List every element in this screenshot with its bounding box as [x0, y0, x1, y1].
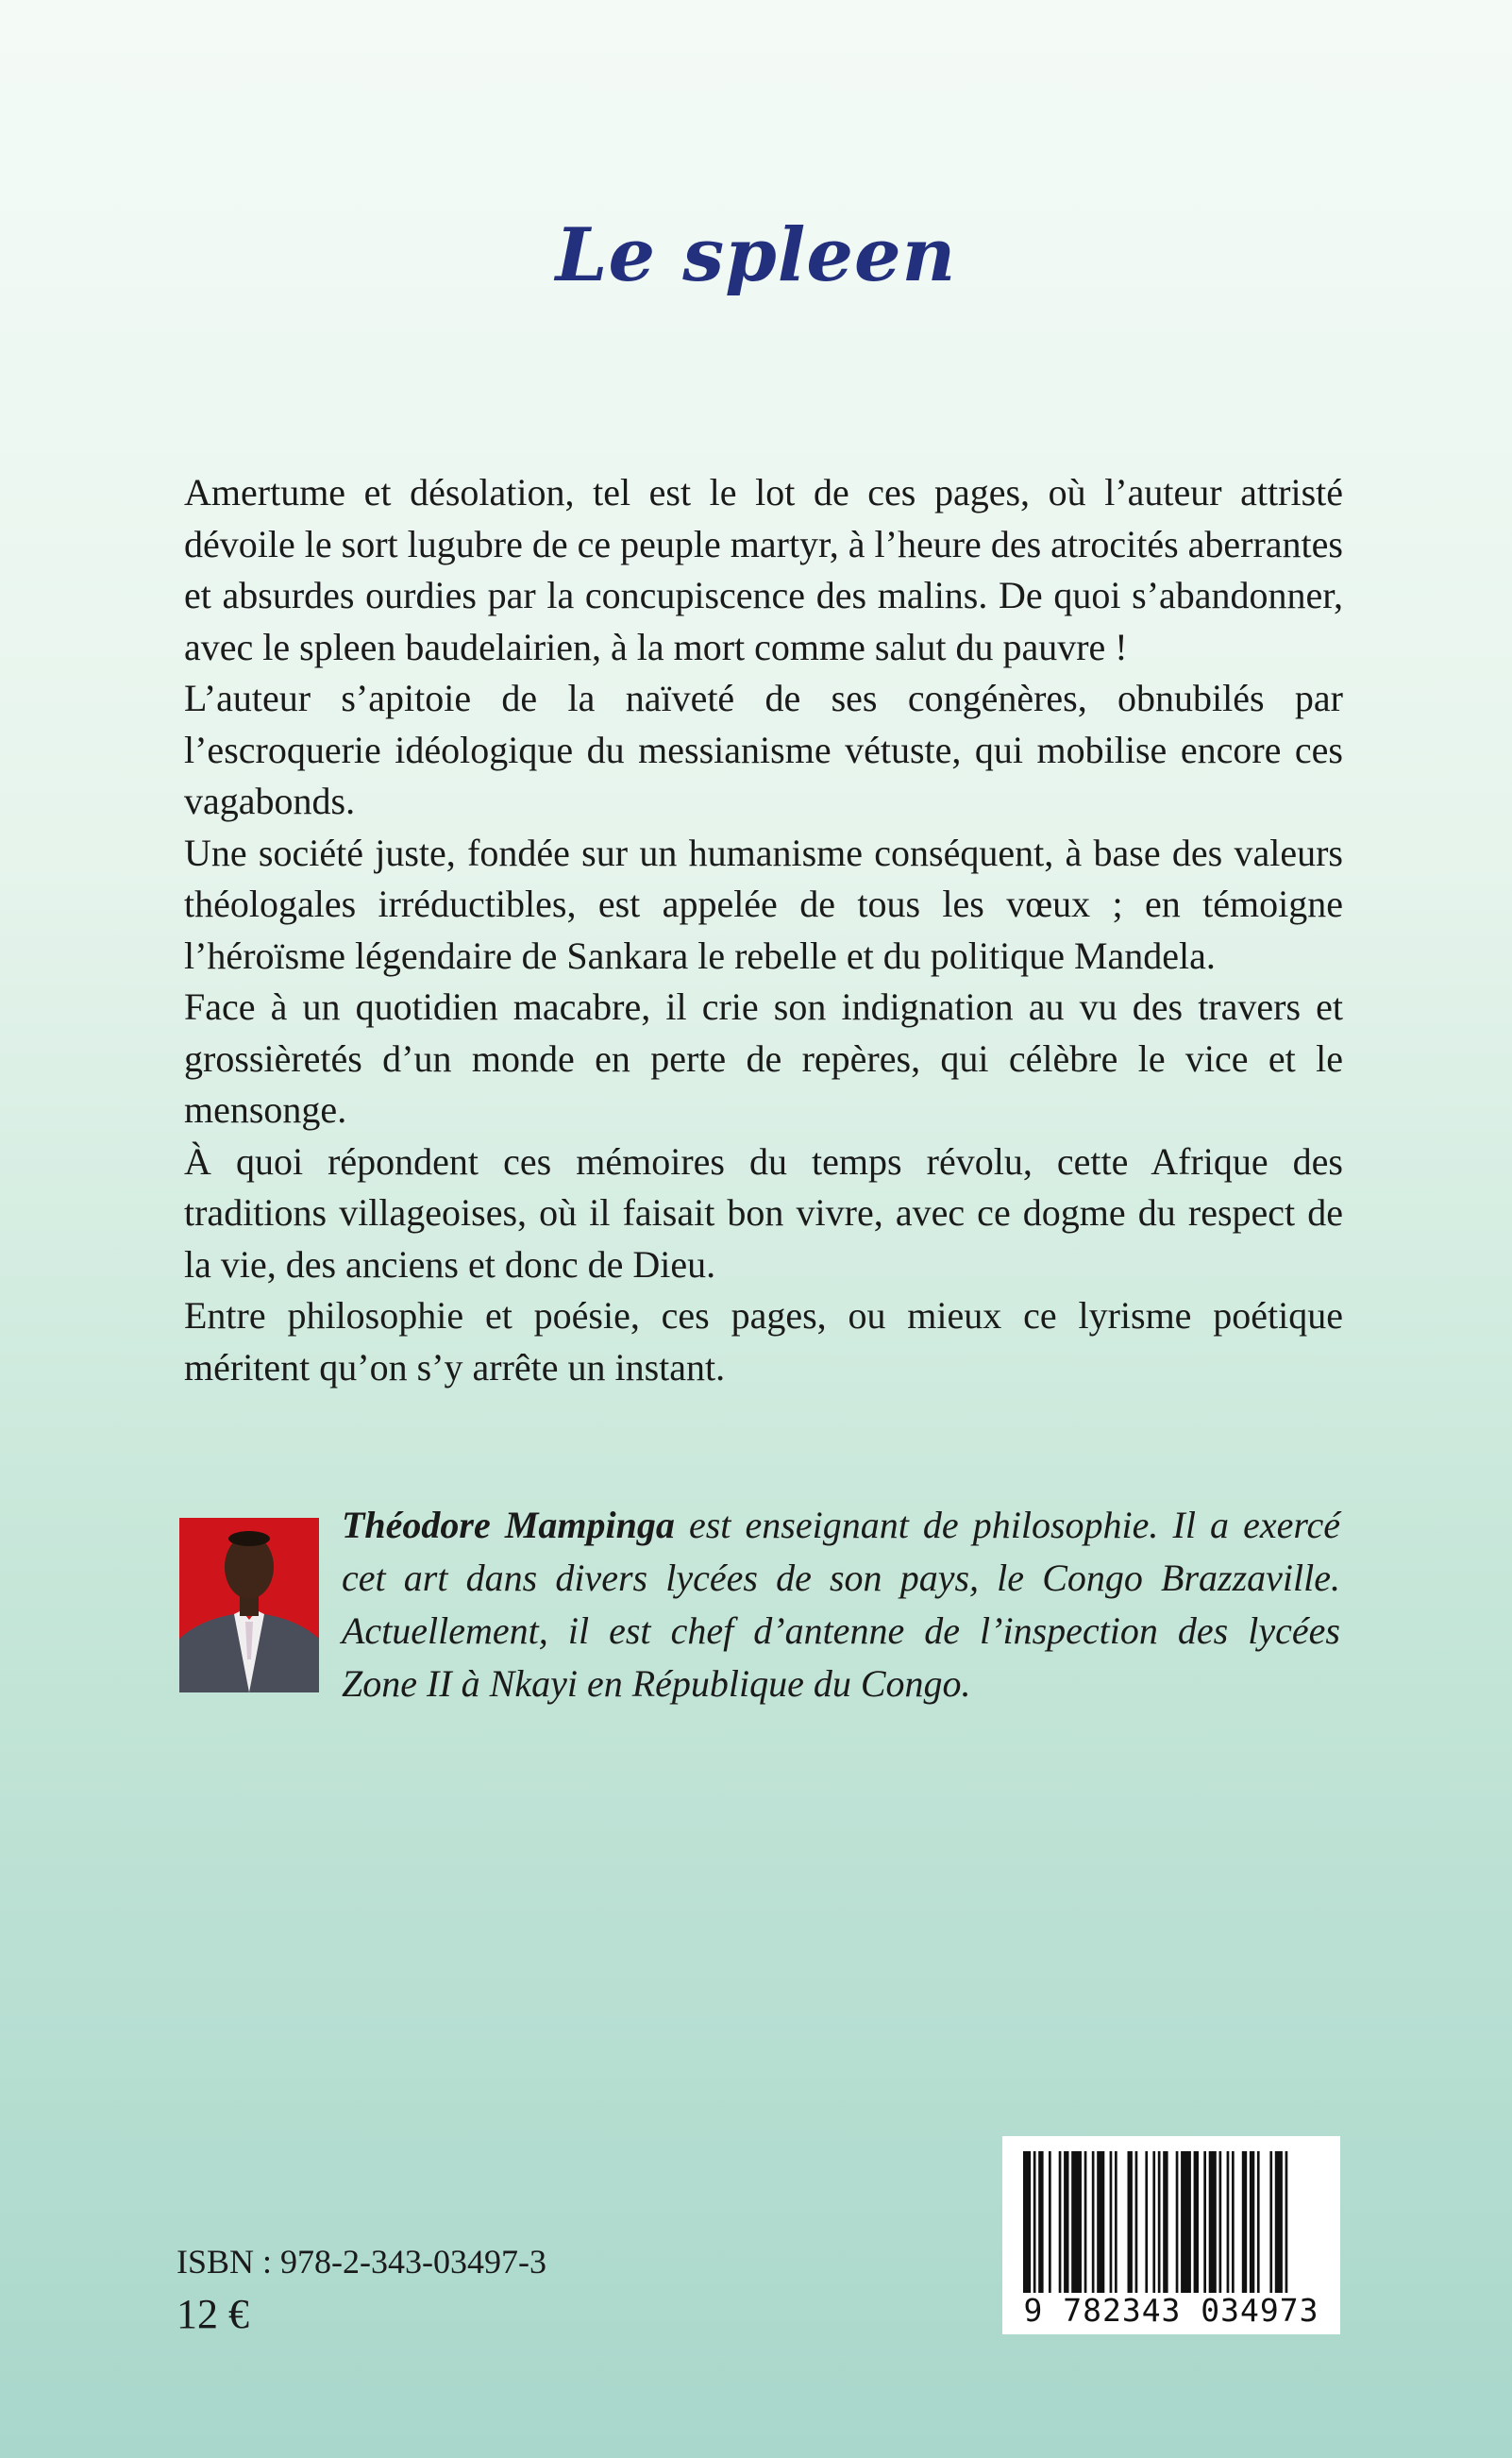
barcode-bar [1275, 2151, 1283, 2293]
barcode-bar [1071, 2151, 1082, 2293]
barcode-bar [1033, 2151, 1036, 2293]
barcode-bar [1227, 2151, 1230, 2293]
barcode-bar [1163, 2151, 1168, 2293]
barcode-bar [1097, 2151, 1104, 2293]
barcode-bar [1158, 2151, 1161, 2293]
isbn: ISBN : 978-2-343-03497-3 [176, 2243, 546, 2281]
barcode-bar [1181, 2151, 1191, 2293]
barcode-bar [1209, 2151, 1217, 2293]
barcode-bar [1049, 2151, 1051, 2293]
author-portrait-icon [179, 1518, 319, 1692]
synopsis-paragraph: Une société juste, fondée sur un humanisme conséquent, à base des valeurs théologales irréductibles, est appelée de tous les vœux ; en témoigne l’héroïsme légendaire de Sankara le rebelle et du politique Mandela. [184, 831, 1343, 977]
barcode-bar [1110, 2151, 1113, 2293]
barcode-bar [1250, 2151, 1254, 2293]
barcode-bar [1232, 2151, 1235, 2293]
author-bio-text: est enseignant de philosophie. Il a exercé cet art dans divers lycées de son pays, le Congo Brazzaville. Actuellement, il est chef d’antenne de l’inspection des lycées Zone II à Nkayi en République du Congo. [342, 1504, 1340, 1705]
barcode-bar [1257, 2151, 1260, 2293]
barcode-bar [1023, 2151, 1031, 2293]
barcode-bar [1084, 2151, 1087, 2293]
barcode-bar [1242, 2151, 1247, 2293]
synopsis-paragraph: Entre philosophie et poésie, ces pages, ou mieux ce lyrisme poétique méritent qu’on s’y arrête un instant. [184, 1294, 1343, 1389]
barcode-bar [1219, 2151, 1222, 2293]
barcode-bar [1064, 2151, 1068, 2293]
author-bio [342, 1499, 1340, 1710]
barcode-bar [1152, 2151, 1155, 2293]
barcode-bar [1135, 2151, 1138, 2293]
barcode-bar [1115, 2151, 1117, 2293]
barcode-bar [1269, 2151, 1272, 2293]
synopsis-paragraph: Face à un quotidien macabre, il crie son indignation au vu des travers et grossièretés d’un monde en perte de repères, qui célèbre le vice et le mensonge. [184, 985, 1343, 1131]
synopsis [184, 467, 1343, 1393]
barcode-bar [1038, 2151, 1043, 2293]
synopsis-paragraph: Amertume et désolation, tel est le lot de ces pages, où l’auteur attristé dévoile le sort lugubre de ce peuple martyr, à l’heure des atrocités aberrantes et absurdes ourdies par la concupiscence des malins. De quoi s’abandonner, avec le spleen baudelairien, à la mort comme salut du pauvre ! [184, 471, 1343, 668]
barcode [1002, 2136, 1340, 2334]
barcode-bar [1176, 2151, 1179, 2293]
barcode-digits: 9 782343 034973 [1023, 2292, 1319, 2329]
price: 12 € [176, 2291, 249, 2337]
barcode-bar [1194, 2151, 1199, 2293]
barcode-bar [1092, 2151, 1095, 2293]
barcode-bar [1128, 2151, 1133, 2293]
barcode-bar [1059, 2151, 1062, 2293]
barcode-bar [1285, 2151, 1288, 2293]
synopsis-paragraph: L’auteur s’apitoie de la naïveté de ses congénères, obnubilés par l’escroquerie idéologique du messianisme vétuste, qui mobilise encore ces vagabonds. [184, 677, 1343, 822]
barcode-bar [1203, 2151, 1206, 2293]
author-photo [179, 1518, 319, 1692]
book-title: Le spleen [555, 212, 957, 298]
author-name: Théodore Mampinga [342, 1504, 675, 1546]
barcode-bar [1145, 2151, 1148, 2293]
synopsis-paragraph: À quoi répondent ces mémoires du temps révolu, cette Afrique des traditions villageoises, où il faisait bon vivre, avec ce dogme du respect de la vie, des anciens et donc de Dieu. [184, 1139, 1343, 1286]
